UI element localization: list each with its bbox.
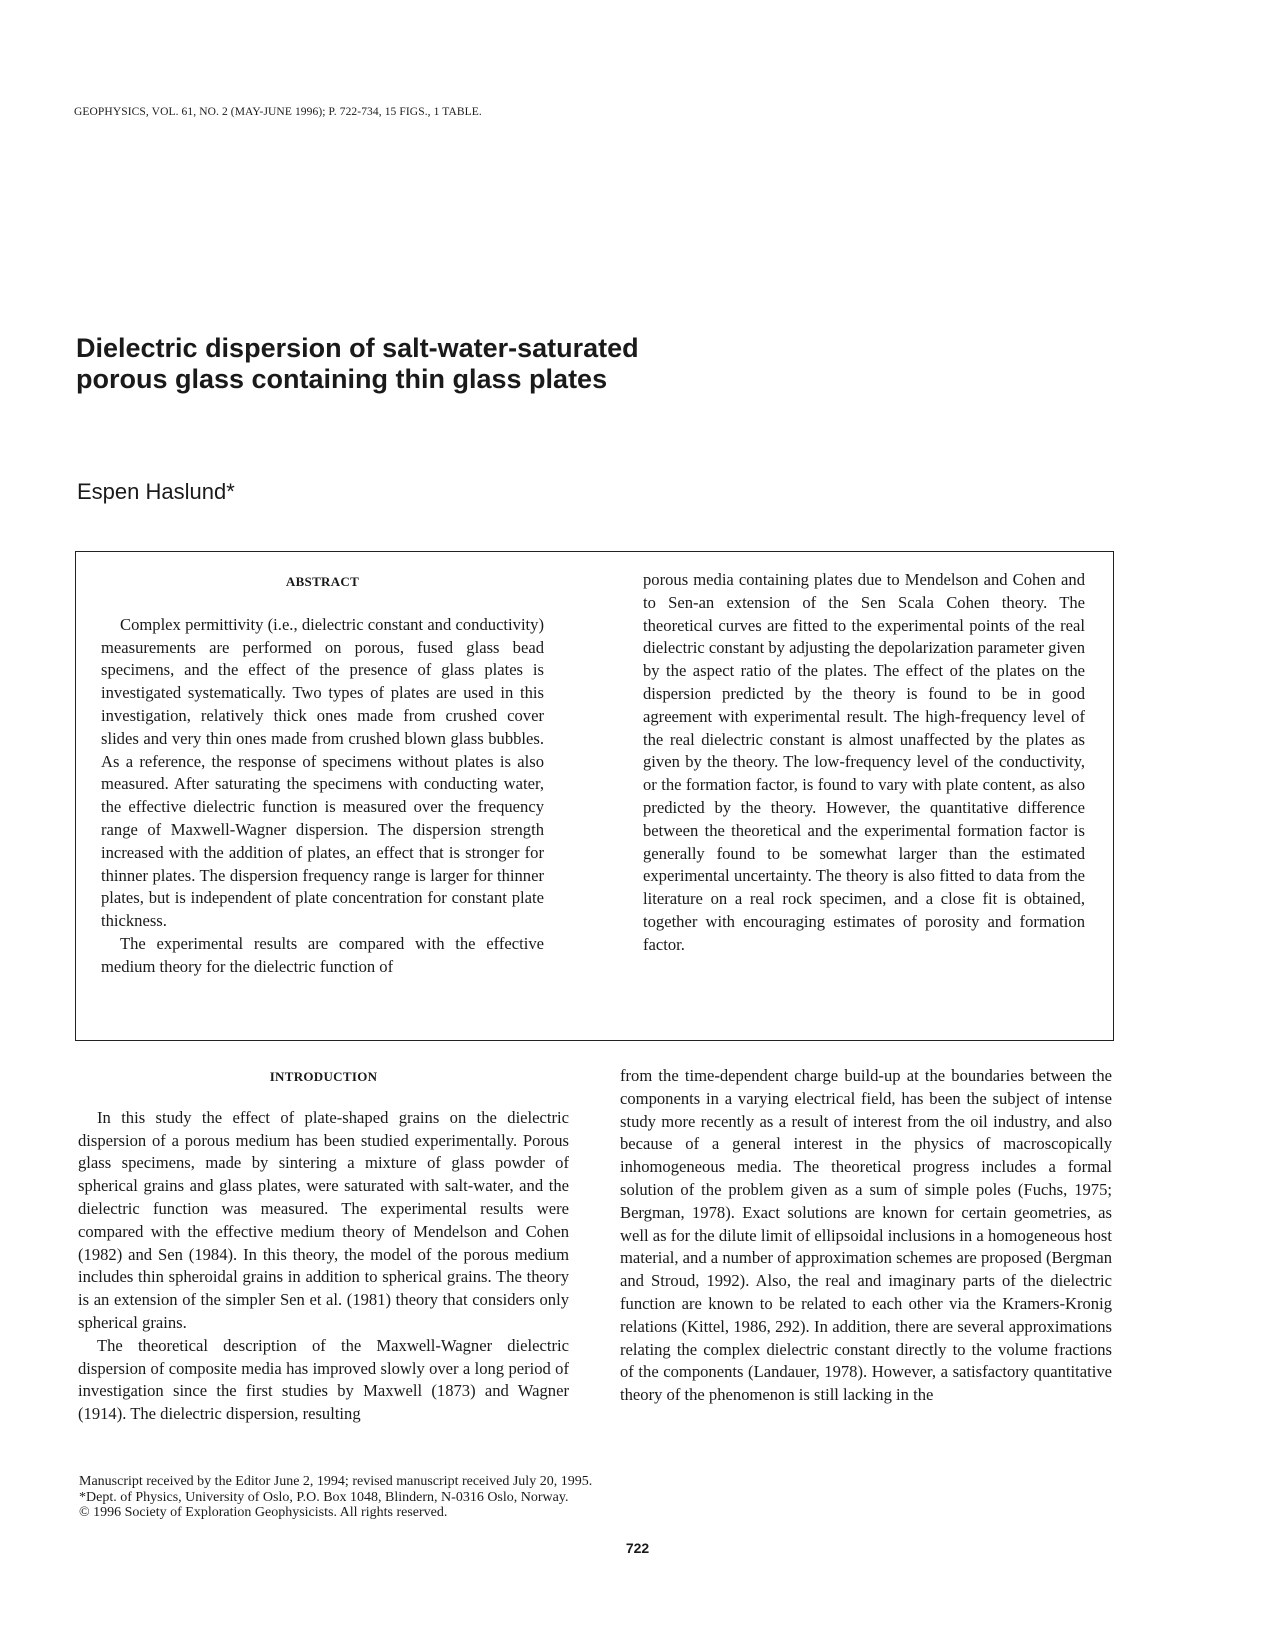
abstract-right-column — [643, 569, 1085, 957]
abstract-box — [75, 551, 1114, 1041]
abstract-paragraph: The experimental results are compared with the effective medium theory for the dielectric function of — [101, 933, 544, 976]
page-number: 722 — [625, 1540, 650, 1556]
introduction-right-column — [620, 1065, 1112, 1407]
introduction-paragraph-continued: from the time-dependent charge build-up at the boundaries between the components in a varying electrical field, has been the subject of intense study more recently as a result of interest from the oil industry, and also because of a general interest in the physics of macroscopically inhomogeneous media. The theoretical progress includes a formal solution of the problem given as a sum of simple poles (Fuchs, 1975; Bergman, 1978). Exact solutions are known for certain geometries, as well as for the dilute limit of ellipsoidal inclusions in a homogeneous host material, and a number of approximation schemes are proposed (Bergman and Stroud, 1992). Also, the real and imaginary parts of the dielectric function are known to be related to each other via the Kramers-Kronig relations (Kittel, 1986, 292). In addition, there are several approximations relating the complex dielectric constant directly to the volume fractions of the components (Landauer, 1978). However, a satisfactory quantitative theory of the phenomenon is still lacking in the — [620, 1066, 1112, 1405]
abstract-left-column — [101, 571, 544, 979]
introduction-heading: INTRODUCTION — [269, 1069, 378, 1084]
copyright-note: © 1996 Society of Exploration Geophysicists. All rights reserved. — [79, 1505, 448, 1520]
paper-title-line-1: Dielectric dispersion of salt-water-saturated — [76, 333, 639, 363]
footnotes — [79, 1474, 979, 1521]
manuscript-received-note: Manuscript received by the Editor June 2, 1994; revised manuscript received July 20, 1995. — [79, 1474, 593, 1489]
journal-citation-header: GEOPHYSICS, VOL. 61, NO. 2 (MAY-JUNE 1996); P. 722-734, 15 FIGS., 1 TABLE. — [74, 106, 482, 118]
paper-title-line-2: porous glass containing thin glass plates — [76, 364, 608, 394]
abstract-paragraph: Complex permittivity (i.e., dielectric constant and conductivity) measurements are performed on porous, fused glass bead specimens, and the effect of the presence of glass plates is investigated systematically. Two types of plates are used in this investigation, relatively thick ones made from crushed cover slides and very thin ones made from crushed blown glass bubbles. As a reference, the response of specimens without plates is also measured. After saturating the specimens with conducting water, the effective dielectric function is measured over the frequency range of Maxwell-Wagner dispersion. The dispersion strength increased with the addition of plates, an effect that is stronger for thinner plates. The dispersion frequency range is larger for thinner plates, but is independent of plate concentration for constant plate thickness. — [101, 614, 544, 931]
introduction-paragraph: The theoretical description of the Maxwell-Wagner dielectric dispersion of composite media has improved slowly over a long period of investigation since the first studies by Maxwell (1873) and Wagner (1914). The dielectric dispersion, resulting — [78, 1335, 569, 1424]
paper-title — [76, 333, 776, 395]
abstract-heading: ABSTRACT — [285, 574, 360, 589]
abstract-paragraph-continued: porous media containing plates due to Mendelson and Cohen and to Sen-an extension of the Sen Scala Cohen theory. The theoretical curves are fitted to the experimental points of the real dielectric constant by adjusting the depolarization parameter given by the aspect ratio of the plates. The effect of the plates on the dispersion predicted by the theory is found to be in good agreement with experimental result. The high-frequency level of the real dielectric constant is almost unaffected by the plates as given by the theory. The low-frequency level of the conductivity, or the formation factor, is found to vary with plate content, as also predicted by the theory. However, the quantitative difference between the theoretical and the experimental formation factor is generally found to be somewhat larger than the estimated experimental uncertainty. The theory is also fitted to data from the literature on a real rock specimen, and a close fit is obtained, together with encouraging estimates of porosity and formation factor. — [643, 570, 1085, 954]
author-affiliation-note: *Dept. of Physics, University of Oslo, P.O. Box 1048, Blindern, N-0316 Oslo, Norway. — [79, 1489, 569, 1505]
author-name: Espen Haslund* — [77, 479, 235, 504]
introduction-paragraph: In this study the effect of plate-shaped grains on the dielectric dispersion of a porous medium has been studied experimentally. Porous glass specimens, made by sintering a mixture of glass powder of spherical grains and glass plates, were saturated with salt-water, and the dielectric function was measured. The experimental results were compared with the effective medium theory of Mendelson and Cohen (1982) and Sen (1984). In this theory, the model of the porous medium includes thin spheroidal grains in addition to spherical grains. The theory is an extension of the simpler Sen et al. (1981) theory that considers only spherical grains. — [78, 1107, 569, 1332]
introduction-left-column — [78, 1066, 569, 1426]
